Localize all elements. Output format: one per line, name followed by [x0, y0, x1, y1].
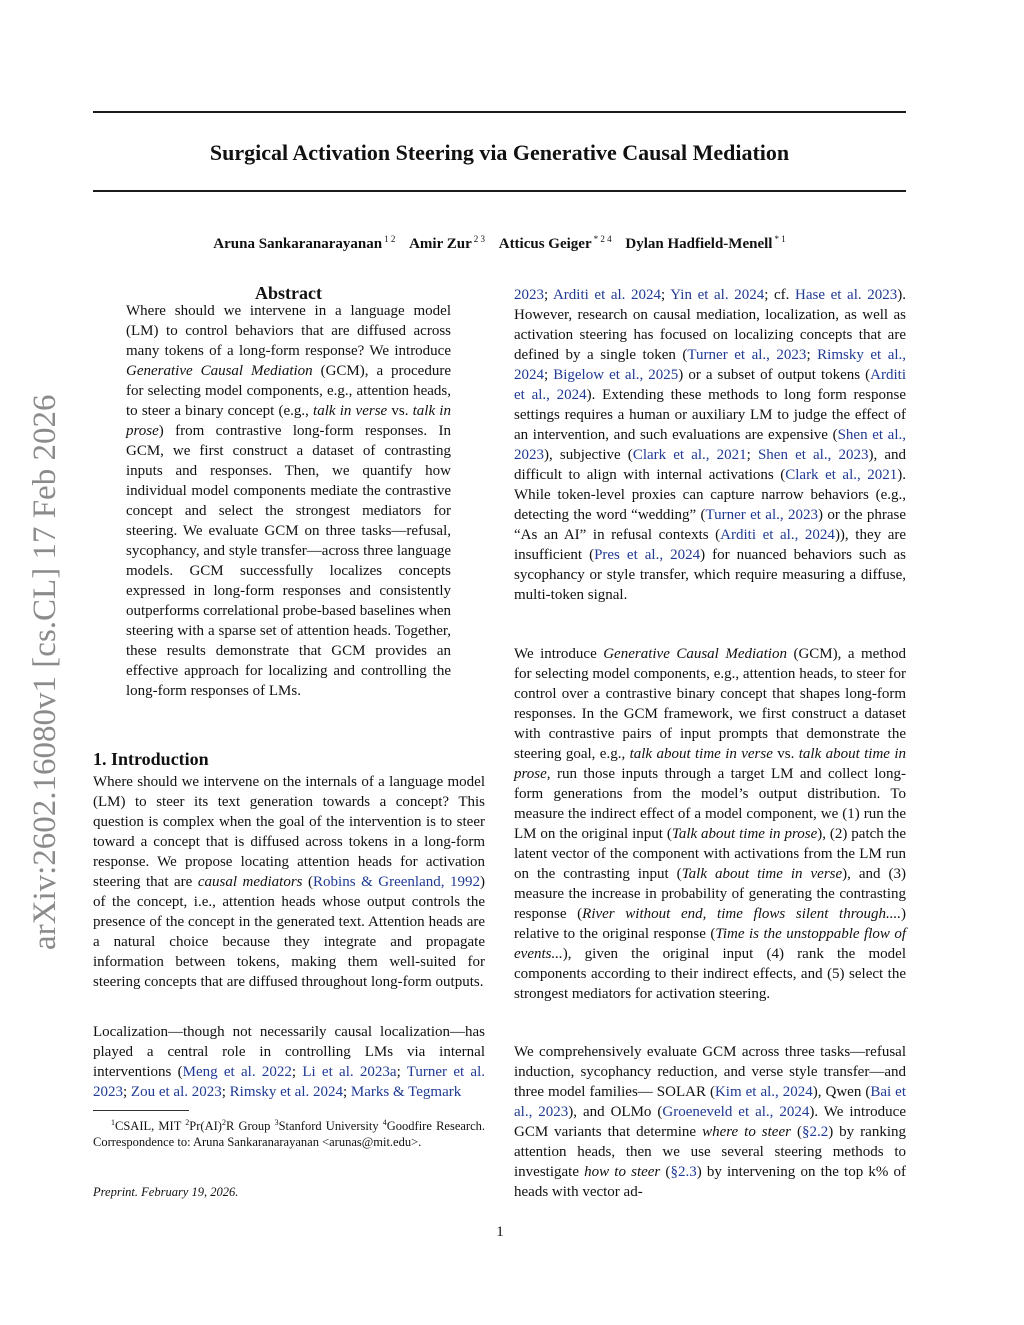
text-run: (	[302, 874, 314, 890]
text-run: ;	[343, 1084, 351, 1100]
text-run: (	[660, 1164, 671, 1180]
paper-title: Surgical Activation Steering via Generative Causal Mediation	[209, 140, 790, 165]
citation-link[interactable]: Groeneveld et al., 2024	[662, 1104, 810, 1120]
text-run: ;	[661, 287, 671, 303]
text-run: vs.	[772, 746, 799, 762]
citation-link[interactable]: Arditi et al. 2024	[552, 287, 662, 303]
footnote-rule	[93, 1110, 189, 1111]
page-number: 1	[496, 1224, 504, 1240]
text-run: ), given the original input (4) rank the model components according to their indirect effects, and (5) select the strongest mediators for activation steering.	[514, 946, 906, 1002]
text-run: ) relative to the original response (	[514, 906, 906, 942]
text-run: ;	[396, 1064, 407, 1080]
author-name: Atticus Geiger	[498, 236, 592, 252]
text-run: ), and difficult to align with internal activations (	[514, 447, 907, 483]
section-link[interactable]: §2.3	[670, 1164, 697, 1180]
citation-link[interactable]: Arditi et al., 2024	[514, 367, 907, 403]
text-run: )), they are insufficient (	[514, 527, 906, 563]
author-affiliation-marks: 1 2	[384, 234, 396, 244]
right-paragraph-3	[514, 1042, 906, 1202]
citation-link[interactable]: Turner et al., 2023	[687, 347, 807, 363]
citation-link[interactable]: Arditi et al., 2024	[720, 527, 835, 543]
text-run: Stanford University	[278, 1119, 383, 1134]
footnote-mark: 2	[185, 1118, 190, 1127]
text-run-italic: River without end, time flows silent through....	[582, 906, 901, 922]
text-run: CSAIL, MIT	[115, 1119, 186, 1134]
section-link[interactable]: §2.2	[801, 1124, 829, 1140]
text-run: ), and (3) measure the increase in probability of generating the contrasting response (	[514, 866, 906, 922]
arxiv-side-identifier: arXiv:2602.16080v1 [cs.CL] 17 Feb 2026	[27, 394, 63, 950]
text-run-italic: Talk about time in verse	[681, 866, 843, 882]
text-run: ). However, research on causal mediation, localization, as well as activation steering has focused on localizing concepts that are defined by a single token (	[514, 287, 906, 363]
abstract-body	[126, 301, 451, 701]
citation-link[interactable]: Hase et al. 2023	[795, 287, 898, 303]
text-run: , run those inputs through a target LM and collect long-form generations from the model’s output distribution. To measure the indirect effect of a model component, we (1) run the LM on the original input (	[514, 766, 906, 842]
footnote-mark: 4	[382, 1118, 387, 1127]
citation-link[interactable]: Marks & Tegmark	[350, 1084, 462, 1100]
text-run: We comprehensively evaluate GCM across three tasks—refusal induction, sycophancy reduction, and verse style transfer—and three model families— SOLAR (	[514, 1044, 906, 1100]
footnote-mark: 2	[221, 1118, 226, 1127]
citation-link[interactable]: Clark et al., 2021	[632, 447, 747, 463]
text-run: ) from contrastive long-form responses. In GCM, we first construct a dataset of contrasting inputs and responses. Then, we quantify how individual model components mediate the contrastive concept and select the strongest mediators for steering. We evaluate GCM on three tasks—refusal, sycophancy, and style transfer—across three language models. GCM successfully localizes concepts expressed in long-form responses and consistently outperforms correlational probe-based baselines when steering with a sparse set of attention heads. Together, these results demonstrate that GCM provides an effective approach for localizing and controlling the long-form responses of LMs.	[126, 423, 451, 699]
text-run: ;	[291, 1064, 303, 1080]
text-run-italic: Generative Causal Mediation	[603, 646, 787, 662]
author	[499, 236, 612, 252]
text-run: Where should we intervene in a language model (LM) to control behaviors that are diffused across many tokens of a long-form response? We introduce	[126, 303, 451, 359]
citation-link[interactable]: Pres et al., 2024	[594, 547, 701, 563]
text-run: ) by ranking attention heads, then we use several steering methods to investigate	[514, 1124, 906, 1180]
preprint-note: Preprint. February 19, 2026.	[93, 1185, 239, 1199]
citation-link[interactable]: Turner et al. 2023	[93, 1064, 485, 1100]
text-run: ;	[746, 447, 758, 463]
text-run: ) or a subset of output tokens (	[678, 367, 871, 383]
citation-link[interactable]: Meng et al. 2022	[182, 1064, 292, 1080]
text-run: ), (2) patch the latent vector of the component with activations from the LM run on the contrasting input (	[514, 826, 907, 882]
citation-link[interactable]: Yin et al. 2024	[670, 287, 765, 303]
citation-link[interactable]: Turner et al., 2023	[705, 507, 818, 523]
citation-link[interactable]: Rimsky et al. 2024	[229, 1084, 343, 1100]
footnote-mark: 1	[111, 1118, 115, 1127]
author	[409, 236, 485, 252]
author-affiliation-marks: * 1	[774, 234, 786, 244]
footnote-mark: 3	[274, 1118, 279, 1127]
citation-link[interactable]: Bigelow et al., 2025	[553, 367, 679, 383]
intro-paragraph-1	[93, 772, 485, 992]
text-run-italic: talk about time in verse	[629, 746, 773, 762]
text-run-italic: talk in prose	[126, 403, 451, 439]
text-run: ; cf.	[764, 287, 796, 303]
citation-link[interactable]: Bai et al., 2023	[514, 1084, 906, 1120]
text-run-italic: causal mediators	[197, 874, 303, 890]
citation-link[interactable]: Kim et al., 2024	[714, 1084, 813, 1100]
title-bottom-rule	[93, 190, 906, 192]
text-run-italic: Generative Causal Mediation	[126, 363, 313, 379]
text-run: ), Qwen (	[812, 1084, 871, 1100]
text-run-italic: how to steer	[584, 1164, 661, 1180]
text-run: ). We introduce GCM variants that determine	[514, 1104, 906, 1140]
author-name: Amir Zur	[409, 236, 472, 252]
text-run: (GCM), a method for selecting model components, e.g., attention heads, to steer for control over a contrastive binary concept that shapes long-form responses. In the GCM framework, we first construct a dataset with contrastive pairs of input prompts that demonstrate the steering goal, e.g.,	[514, 646, 906, 762]
text-run-italic: talk about time in prose	[514, 746, 907, 782]
text-run: (	[790, 1124, 802, 1140]
author	[625, 236, 785, 252]
author-affiliation-marks: * 2 4	[593, 234, 612, 244]
text-run: ). Extending these methods to long form response settings requires a human or auxiliary LM to judge the effect of an intervention, and such evaluations are expensive (	[514, 387, 906, 443]
section-heading-introduction: 1. Introduction	[93, 749, 209, 769]
text-run: (GCM), a procedure for selecting model components, e.g., attention heads, to steer a binary concept (e.g.,	[126, 363, 451, 419]
intro-paragraph-2	[93, 1022, 485, 1102]
text-run: ), and OLMo (	[568, 1104, 663, 1120]
citation-link[interactable]: 2023	[514, 287, 544, 303]
author-name: Aruna Sankaranarayanan	[213, 236, 383, 252]
text-run: ;	[544, 287, 553, 303]
citation-link[interactable]: Clark et al., 2021	[785, 467, 898, 483]
text-run: Pr(AI)	[189, 1119, 222, 1134]
text-run: Where should we intervene on the internals of a language model (LM) to steer its text generation towards a concept? This question is complex when the goal of the intervention is to steer toward a concept that is diffused across tokens in a long-form response. We propose locating attention heads for activation steering that are	[93, 774, 485, 890]
citation-link[interactable]: Robins & Greenland, 1992	[313, 874, 480, 890]
text-run: ;	[221, 1084, 230, 1100]
abstract-paragraph	[126, 301, 451, 701]
citation-link[interactable]: Zou et al. 2023	[130, 1084, 222, 1100]
text-run-italic: Time is the unstoppable flow of events...	[514, 926, 906, 962]
text-run: ). While token-level proxies can capture narrow behaviors (e.g., detecting the word “wedding” (	[514, 467, 906, 523]
abstract-heading: Abstract	[255, 283, 322, 303]
citation-link[interactable]: Rimsky et al., 2024	[514, 347, 907, 383]
author-name: Dylan Hadfield-Menell	[625, 236, 773, 252]
text-run: vs.	[387, 403, 413, 419]
text-run: ;	[544, 367, 554, 383]
text-run: Localization—though not necessarily causal localization—has played a central role in controlling LMs via internal interventions (	[93, 1024, 485, 1080]
text-run: ) by intervening on the top k% of heads with vector ad-	[514, 1164, 907, 1200]
text-run: ) for nuanced behaviors such as sycophancy or style transfer, which require measuring a diffuse, multi-token signal.	[514, 547, 907, 603]
text-run: ) of the concept, i.e., attention heads whose output controls the presence of the concept in the generated text. Attention heads are a natural choice because they integrate and propagate information between tokens, making them well-suited for steering concepts that are diffused throughout long-form outputs.	[93, 874, 485, 990]
text-run-italic: talk in verse	[313, 403, 388, 419]
title-top-rule	[93, 111, 906, 113]
author-list	[93, 229, 906, 254]
citation-link[interactable]: Shen et al., 2023	[757, 447, 869, 463]
text-run: ;	[806, 347, 818, 363]
text-run-italic: Talk about time in prose	[671, 826, 818, 842]
citation-link[interactable]: Li et al. 2023a	[302, 1064, 397, 1080]
author	[213, 236, 395, 252]
author-affiliation-marks: 2 3	[473, 234, 485, 244]
citation-link[interactable]: Shen et al., 2023	[514, 427, 906, 463]
text-run: We introduce	[514, 646, 604, 662]
text-run: ;	[123, 1084, 131, 1100]
text-run: ) or the phrase “As an AI” in refusal contexts (	[514, 507, 906, 543]
text-run: R Group	[225, 1119, 275, 1134]
text-run: ), subjective (	[544, 447, 633, 463]
text-run: Goodfire Research. Correspondence to: Aruna Sankaranarayanan <arunas@mit.edu>.	[93, 1119, 485, 1150]
affiliation-footnote	[93, 1115, 485, 1150]
right-paragraph-2	[514, 644, 906, 1004]
text-run-italic: where to steer	[702, 1124, 791, 1140]
right-paragraph-1	[514, 285, 906, 605]
